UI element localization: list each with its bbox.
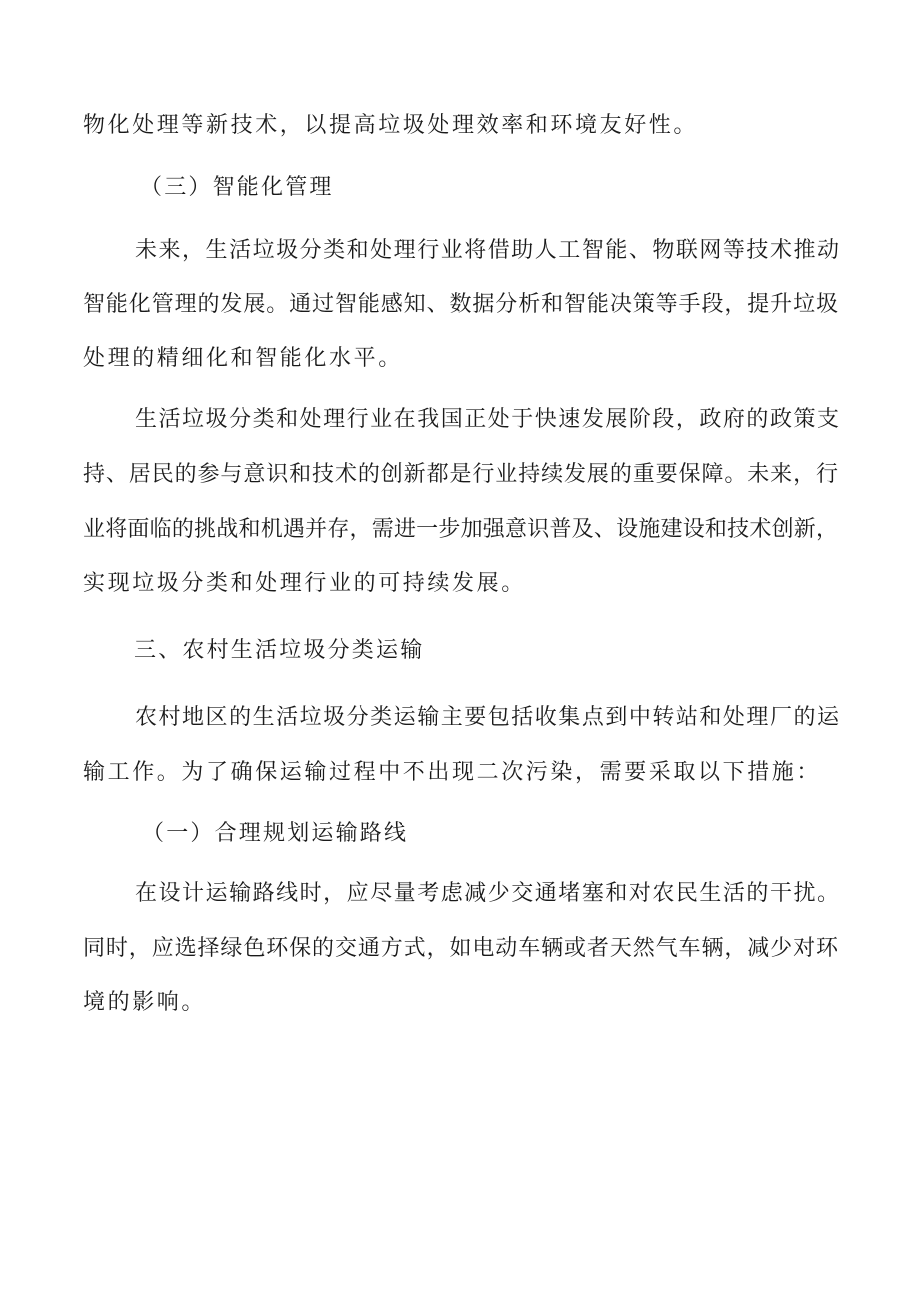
paragraph-line: 实现垃圾分类和处理行业的可持续发展。 xyxy=(83,571,526,596)
section-heading-smart-management: （三）智能化管理 xyxy=(140,175,334,200)
paragraph-line: 智能化管理的发展。通过智能感知、数据分析和智能决策等手段，提升垃圾 xyxy=(83,292,838,317)
paragraph-line: 生活垃圾分类和处理行业在我国正处于快速发展阶段，政府的政策支 xyxy=(135,407,839,432)
paragraph-line: 在设计运输路线时，应尽量考虑减少交通堵塞和对农民生活的干扰。 xyxy=(135,881,839,906)
section-heading-route-planning: （一）合理规划运输路线 xyxy=(142,821,409,846)
section-heading-rural-transport: 三、农村生活垃圾分类运输 xyxy=(134,638,425,663)
paragraph-line: 农村地区的生活垃圾分类运输主要包括收集点到中转站和处理厂的运 xyxy=(135,705,839,730)
paragraph-line: 境的影响。 xyxy=(83,990,207,1015)
paragraph-line: 处理的精细化和智能化水平。 xyxy=(83,346,403,371)
paragraph-line: 同时，应选择绿色环保的交通方式，如电动车辆或者天然气车辆，减少对环 xyxy=(83,936,838,961)
paragraph-line: 持、居民的参与意识和技术的创新都是行业持续发展的重要保障。未来，行 xyxy=(83,462,838,487)
paragraph-line: 未来，生活垃圾分类和处理行业将借助人工智能、物联网等技术推动 xyxy=(135,238,839,263)
paragraph-line: 物化处理等新技术，以提高垃圾处理效率和环境友好性。 xyxy=(83,113,699,138)
paragraph-line: 业将面临的挑战和机遇并存，需进一步加强意识普及、设施建设和技术创新， xyxy=(83,517,838,542)
paragraph-line: 输工作。为了确保运输过程中不出现二次污染，需要采取以下措施： xyxy=(83,760,822,785)
